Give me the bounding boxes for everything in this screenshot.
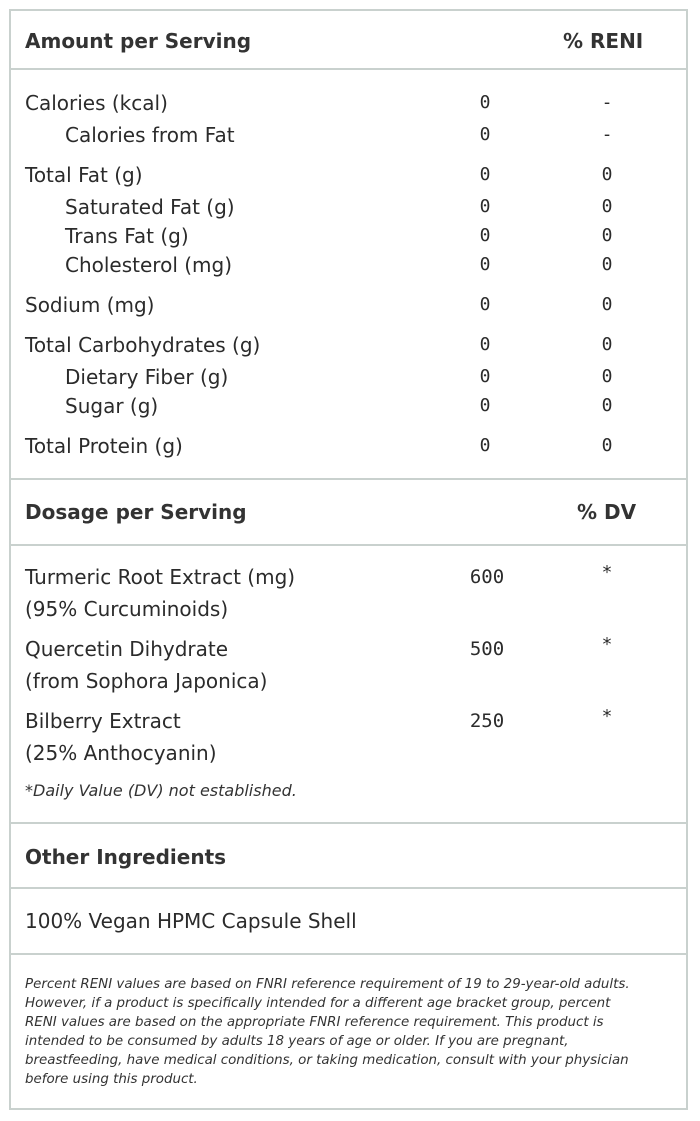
nutrition-amount: 0: [479, 334, 491, 355]
other-ingredients-text: 100% Vegan HPMC Capsule Shell: [25, 909, 357, 933]
nutrition-amount: 0: [479, 92, 491, 113]
divider: [11, 953, 686, 955]
divider: [11, 544, 686, 546]
nutrition-label: Sodium (mg): [25, 293, 155, 317]
nutrition-amount: 0: [479, 254, 491, 275]
nutrition-label: Total Carbohydrates (g): [25, 333, 261, 357]
amount-header-label: Amount per Serving: [25, 29, 252, 53]
nutrition-amount: 0: [479, 225, 491, 246]
nutrition-label: Cholesterol (mg): [65, 253, 233, 277]
dosage-percent: *: [602, 634, 612, 655]
nutrition-percent: -: [601, 124, 613, 145]
nutrition-percent: 0: [601, 254, 613, 275]
divider: [11, 887, 686, 889]
nutrition-label: Saturated Fat (g): [65, 195, 235, 219]
nutrition-row: [11, 252, 686, 278]
nutrition-label: Calories from Fat: [65, 123, 235, 147]
dosage-detail: (from Sophora Japonica): [25, 669, 268, 693]
divider: [11, 68, 686, 70]
nutrition-amount: 0: [479, 435, 491, 456]
nutrition-label: Calories (kcal): [25, 91, 168, 115]
nutrition-row: [11, 122, 686, 148]
dosage-amount: 600: [469, 566, 505, 588]
dosage-name: Turmeric Root Extract (mg): [25, 565, 296, 589]
nutrition-label: Trans Fat (g): [65, 224, 189, 248]
nutrition-amount: 0: [479, 366, 491, 387]
dosage-name: Quercetin Dihydrate: [25, 637, 229, 661]
other-ingredients-header: Other Ingredients: [25, 845, 227, 869]
nutrition-row: [11, 162, 686, 188]
nutrition-row: [11, 223, 686, 249]
nutrition-label: Total Protein (g): [25, 434, 183, 458]
divider: [11, 822, 686, 824]
nutrition-row: [11, 433, 686, 459]
reni-header-label: % RENI: [563, 29, 644, 53]
nutrition-percent: 0: [601, 366, 613, 387]
nutrition-row: [11, 292, 686, 318]
nutrition-percent: 0: [601, 294, 613, 315]
nutrition-label: Total Fat (g): [25, 163, 143, 187]
nutrition-percent: 0: [601, 164, 613, 185]
divider: [11, 478, 686, 480]
nutrition-amount: 0: [479, 294, 491, 315]
nutrition-row: [11, 194, 686, 220]
nutrition-percent: 0: [601, 225, 613, 246]
dosage-detail: (25% Anthocyanin): [25, 741, 217, 765]
nutrition-percent: -: [601, 92, 613, 113]
dosage-name: Bilberry Extract: [25, 709, 181, 733]
nutrition-percent: 0: [601, 334, 613, 355]
nutrition-label: Dietary Fiber (g): [65, 365, 229, 389]
nutrition-row: [11, 393, 686, 419]
nutrition-amount: 0: [479, 124, 491, 145]
dosage-amount: 500: [469, 638, 505, 660]
dv-header-label: % DV: [577, 500, 637, 524]
nutrition-percent: 0: [601, 395, 613, 416]
nutrition-row: [11, 332, 686, 358]
dosage-header-label: Dosage per Serving: [25, 500, 247, 524]
nutrition-row: [11, 90, 686, 116]
supplement-facts-panel: [9, 9, 688, 1110]
nutrition-percent: 0: [601, 196, 613, 217]
dosage-amount: 250: [469, 710, 505, 732]
dosage-percent: *: [602, 706, 612, 727]
nutrition-amount: 0: [479, 196, 491, 217]
nutrition-row: [11, 364, 686, 390]
dv-footnote: *Daily Value (DV) not established.: [25, 781, 297, 800]
dosage-detail: (95% Curcuminoids): [25, 597, 229, 621]
disclaimer-text: Percent RENI values are based on FNRI reference requirement of 19 to 29-year-old adults. However, if a product is specifically intended for a different age bracket group, percent RENI values are based on the appropriate FNRI reference requirement. This product is intended to be consumed by adults 18 years of age or older. If you are pregnant, breastfeeding, have medical conditions, or taking medication, consult with your physician before using this product.: [25, 977, 630, 1087]
dosage-percent: *: [602, 562, 612, 583]
nutrition-percent: 0: [601, 435, 613, 456]
nutrition-amount: 0: [479, 395, 491, 416]
nutrition-amount: 0: [479, 164, 491, 185]
nutrition-label: Sugar (g): [65, 394, 159, 418]
